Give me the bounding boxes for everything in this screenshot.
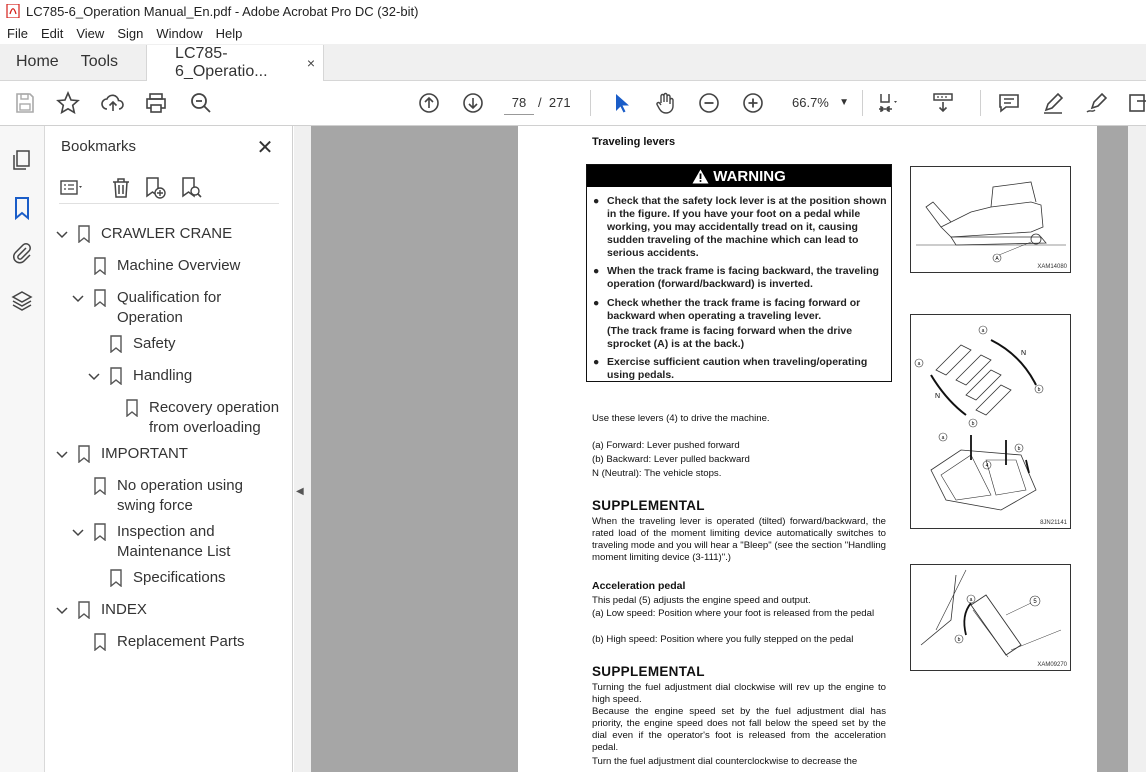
warning-bullet-text: When the track frame is facing backward, the traveling operation (forward/backward) is inverted. <box>607 265 879 290</box>
layers-icon[interactable] <box>10 289 34 313</box>
scroll-mode-icon[interactable] <box>930 90 956 116</box>
tab-document-label: LC785-6_Operatio... <box>175 45 268 80</box>
figure-label-4: 4 <box>985 463 989 469</box>
vertical-scrollbar[interactable] <box>1128 126 1146 772</box>
sign-pen-icon[interactable] <box>1084 90 1110 116</box>
toolbar-divider <box>862 90 863 116</box>
menu-window[interactable]: Window <box>156 25 203 41</box>
delete-trash-icon[interactable] <box>109 176 133 200</box>
highlight-pen-icon[interactable] <box>1040 90 1066 116</box>
bookmark-machine-overview[interactable] <box>55 256 285 278</box>
next-page-icon[interactable] <box>460 90 486 116</box>
warning-bullet-text: Check that the safety lock lever is at the position shown in the figure. If you have your foot on a pedal while working, you may accidentally tread on it, causing sudden traveling of the machine which can lead to serious accidents. <box>607 195 887 259</box>
menu-view[interactable]: View <box>76 25 105 41</box>
warning-bullet <box>593 195 887 259</box>
zoom-level-value: 66.7% <box>792 95 829 110</box>
zoom-out-icon[interactable] <box>696 90 722 116</box>
warning-note: (The track frame is facing forward when the drive sprocket (A) is at the back.) <box>607 325 853 350</box>
bookmark-icon <box>109 569 123 587</box>
page-thumbnails-icon[interactable] <box>10 148 34 172</box>
bookmark-important[interactable] <box>55 444 285 466</box>
warning-bullet <box>593 356 883 384</box>
chevron-down-icon[interactable] <box>71 525 85 539</box>
previous-page-icon[interactable] <box>416 90 442 116</box>
figure-label-a: A <box>995 256 999 262</box>
bookmark-label-line2: swing force <box>117 497 193 514</box>
bookmark-label: IMPORTANT <box>101 445 188 462</box>
menu-edit[interactable]: Edit <box>40 25 64 41</box>
figure-label-5: 5 <box>1033 599 1037 605</box>
chevron-down-icon[interactable] <box>71 291 85 305</box>
bookmark-label-line2: Maintenance List <box>117 543 231 560</box>
bookmark-label: Qualification for <box>117 289 222 306</box>
bookmark-icon <box>125 399 139 417</box>
window-title: LC785-6_Operation Manual_En.pdf - Adobe Acrobat Pro DC (32-bit) <box>26 3 419 19</box>
bookmark-label-line2: from overloading <box>149 419 261 436</box>
warning-title: WARNING <box>713 167 786 185</box>
body-text: Because the engine speed set by the fuel adjustment dial has priority, the engine speed does not fall below the speed set by the dial even if the operator's foot is released from the acceleration pedal. <box>592 706 886 753</box>
page-number-input[interactable]: 78 <box>504 91 534 115</box>
body-text: (b) Backward: Lever pulled backward <box>592 454 750 465</box>
figure-label-n: N <box>1021 350 1027 357</box>
toolbar-divider <box>590 90 591 116</box>
bookmark-label: INDEX <box>101 601 147 618</box>
chevron-down-icon[interactable] <box>87 369 101 383</box>
toolbar <box>0 81 1146 126</box>
new-bookmark-icon[interactable] <box>143 176 167 200</box>
save-icon[interactable] <box>12 90 38 116</box>
acrobat-pdf-icon <box>6 4 20 18</box>
figure-label-b: b <box>1017 446 1021 452</box>
body-text: When the traveling lever is operated (tilted) forward/backward, the rated load of the moment limiting device automatically switches to traveling mode and you will hear a "Bleep" (see the section "Handling moment limiting device (3-111)".) <box>592 516 886 563</box>
bookmark-label: Inspection and <box>117 523 215 540</box>
star-icon[interactable] <box>55 90 81 116</box>
pedal-illustration <box>911 565 1070 670</box>
bookmark-label: CRAWLER CRANE <box>101 225 233 242</box>
tab-bar <box>0 44 1146 81</box>
chevron-down-icon: ▼ <box>839 97 849 108</box>
bullet-dot: ● <box>593 356 600 368</box>
page-separator: / <box>538 95 542 110</box>
zoom-level-select[interactable] <box>785 91 855 115</box>
bookmark-icon <box>93 257 107 275</box>
chevron-down-icon[interactable] <box>55 603 69 617</box>
menu-help[interactable]: Help <box>215 25 243 41</box>
body-text: (a) Low speed: Position where your foot is released from the pedal <box>592 608 875 619</box>
print-icon[interactable] <box>143 90 169 116</box>
title-bar <box>0 0 1146 22</box>
hand-tool-icon[interactable] <box>652 90 678 116</box>
bookmark-recovery-operation[interactable] <box>55 398 285 440</box>
bookmark-label: Machine Overview <box>117 257 241 274</box>
bookmark-replacement-parts[interactable] <box>55 632 285 654</box>
figure-label-a: a <box>941 435 945 441</box>
body-text: Turning the fuel adjustment dial clockwise will rev up the engine to high speed. <box>592 682 886 705</box>
upload-cloud-icon[interactable] <box>100 90 126 116</box>
warning-bullet <box>593 265 883 293</box>
figure-travel-levers <box>910 314 1071 529</box>
figure-crane-side <box>910 166 1071 273</box>
bookmark-inspection-maintenance[interactable] <box>55 522 285 564</box>
tab-tools[interactable]: Tools <box>80 53 119 70</box>
attachments-paperclip-icon[interactable] <box>10 241 34 265</box>
close-icon[interactable]: ✕ <box>256 137 274 159</box>
zoom-in-icon[interactable] <box>740 90 766 116</box>
bookmark-safety[interactable] <box>55 334 285 356</box>
bookmarks-panel-title: Bookmarks <box>61 138 137 155</box>
bookmarks-panel <box>45 126 293 772</box>
figure-label-b: b <box>1037 387 1041 393</box>
supplemental-heading: SUPPLEMENTAL <box>592 664 705 679</box>
bookmark-label: Specifications <box>133 569 226 586</box>
levers-illustration <box>911 315 1070 528</box>
bookmarks-toolbar <box>59 176 279 204</box>
figure-label-b: b <box>957 637 961 643</box>
bookmark-icon <box>109 367 123 385</box>
body-text: Use these levers (4) to drive the machine. <box>592 413 770 424</box>
bookmark-icon <box>93 289 107 307</box>
crane-illustration <box>911 167 1070 272</box>
warning-bullet <box>593 297 883 349</box>
warning-box <box>586 164 892 382</box>
bookmarks-icon[interactable] <box>10 196 34 220</box>
figure-code: XAM14080 <box>1037 264 1067 270</box>
figure-label-a: a <box>981 328 985 334</box>
tab-document[interactable] <box>146 45 324 81</box>
bookmark-specifications[interactable] <box>55 568 285 590</box>
bookmark-icon <box>93 477 107 495</box>
body-text: (b) High speed: Position where you fully stepped on the pedal <box>592 634 854 645</box>
figure-label-b: b <box>971 421 975 427</box>
comment-icon[interactable] <box>996 90 1022 116</box>
bookmark-icon <box>93 523 107 541</box>
page-total <box>538 91 571 115</box>
find-bookmark-icon[interactable] <box>179 176 203 200</box>
warning-triangle-icon <box>692 169 709 184</box>
bookmark-label: Recovery operation <box>149 399 280 416</box>
navigation-rail <box>0 126 45 772</box>
bookmark-options-icon[interactable] <box>59 176 83 200</box>
bookmark-icon <box>77 601 91 619</box>
collapse-panel-icon[interactable]: ◀ <box>296 486 304 497</box>
subheading: Acceleration pedal <box>592 580 686 592</box>
bookmark-label-line2: Operation <box>117 309 183 326</box>
figure-code: 8JN21141 <box>1040 520 1067 526</box>
body-text: (a) Forward: Lever pushed forward <box>592 440 740 451</box>
bullet-dot: ● <box>593 195 600 207</box>
bookmark-label: Safety <box>133 335 176 352</box>
figure-acceleration-pedal <box>910 564 1071 671</box>
figure-label-a: a <box>969 597 973 603</box>
bookmark-icon <box>77 225 91 243</box>
tab-home[interactable]: Home <box>16 53 59 70</box>
figure-label-n: N <box>935 393 941 400</box>
close-tab-icon[interactable]: × <box>306 55 316 71</box>
menu-bar <box>0 22 1146 44</box>
bookmark-label: No operation using <box>117 477 243 494</box>
bookmark-crawler-crane[interactable] <box>55 224 285 246</box>
toolbar-divider <box>980 90 981 116</box>
menu-sign[interactable]: Sign <box>117 25 144 41</box>
bullet-dot: ● <box>593 297 600 309</box>
body-text: N (Neutral): The vehicle stops. <box>592 468 722 479</box>
more-tools-icon[interactable] <box>1126 90 1146 116</box>
pdf-page <box>518 126 1097 772</box>
figure-label-a: a <box>917 361 921 367</box>
figure-code: XAM09270 <box>1037 662 1067 668</box>
bookmark-icon <box>77 445 91 463</box>
zoom-search-icon[interactable] <box>188 90 214 116</box>
menu-file[interactable]: File <box>7 25 28 41</box>
bookmark-no-operation-swing-force[interactable] <box>55 476 285 518</box>
bookmark-icon <box>109 335 123 353</box>
bookmark-qualification-for-operation[interactable] <box>55 288 285 330</box>
bookmark-index[interactable] <box>55 600 285 622</box>
supplemental-heading: SUPPLEMENTAL <box>592 498 705 513</box>
warning-bullet-text: Check whether the track frame is facing forward or backward when operating a traveling lever. <box>607 297 861 322</box>
page-fit-icon[interactable] <box>876 90 902 116</box>
body-text: This pedal (5) adjusts the engine speed and output. <box>592 595 811 606</box>
chevron-down-icon[interactable] <box>55 227 69 241</box>
select-cursor-icon[interactable] <box>608 90 634 116</box>
bookmark-label: Replacement Parts <box>117 633 245 650</box>
panel-collapse-strip <box>294 126 311 772</box>
page-total-value: 271 <box>548 95 571 110</box>
section-heading: Traveling levers <box>592 136 676 148</box>
body-text: Turn the fuel adjustment dial counterclockwise to decrease the <box>592 756 858 767</box>
bookmark-icon <box>93 633 107 651</box>
bullet-dot: ● <box>593 265 600 277</box>
warning-header <box>587 165 891 187</box>
chevron-down-icon[interactable] <box>55 447 69 461</box>
bookmark-handling[interactable] <box>55 366 285 388</box>
warning-bullet-text: Exercise sufficient caution when traveling/operating using pedals. <box>607 356 868 381</box>
bookmark-label: Handling <box>133 367 193 384</box>
